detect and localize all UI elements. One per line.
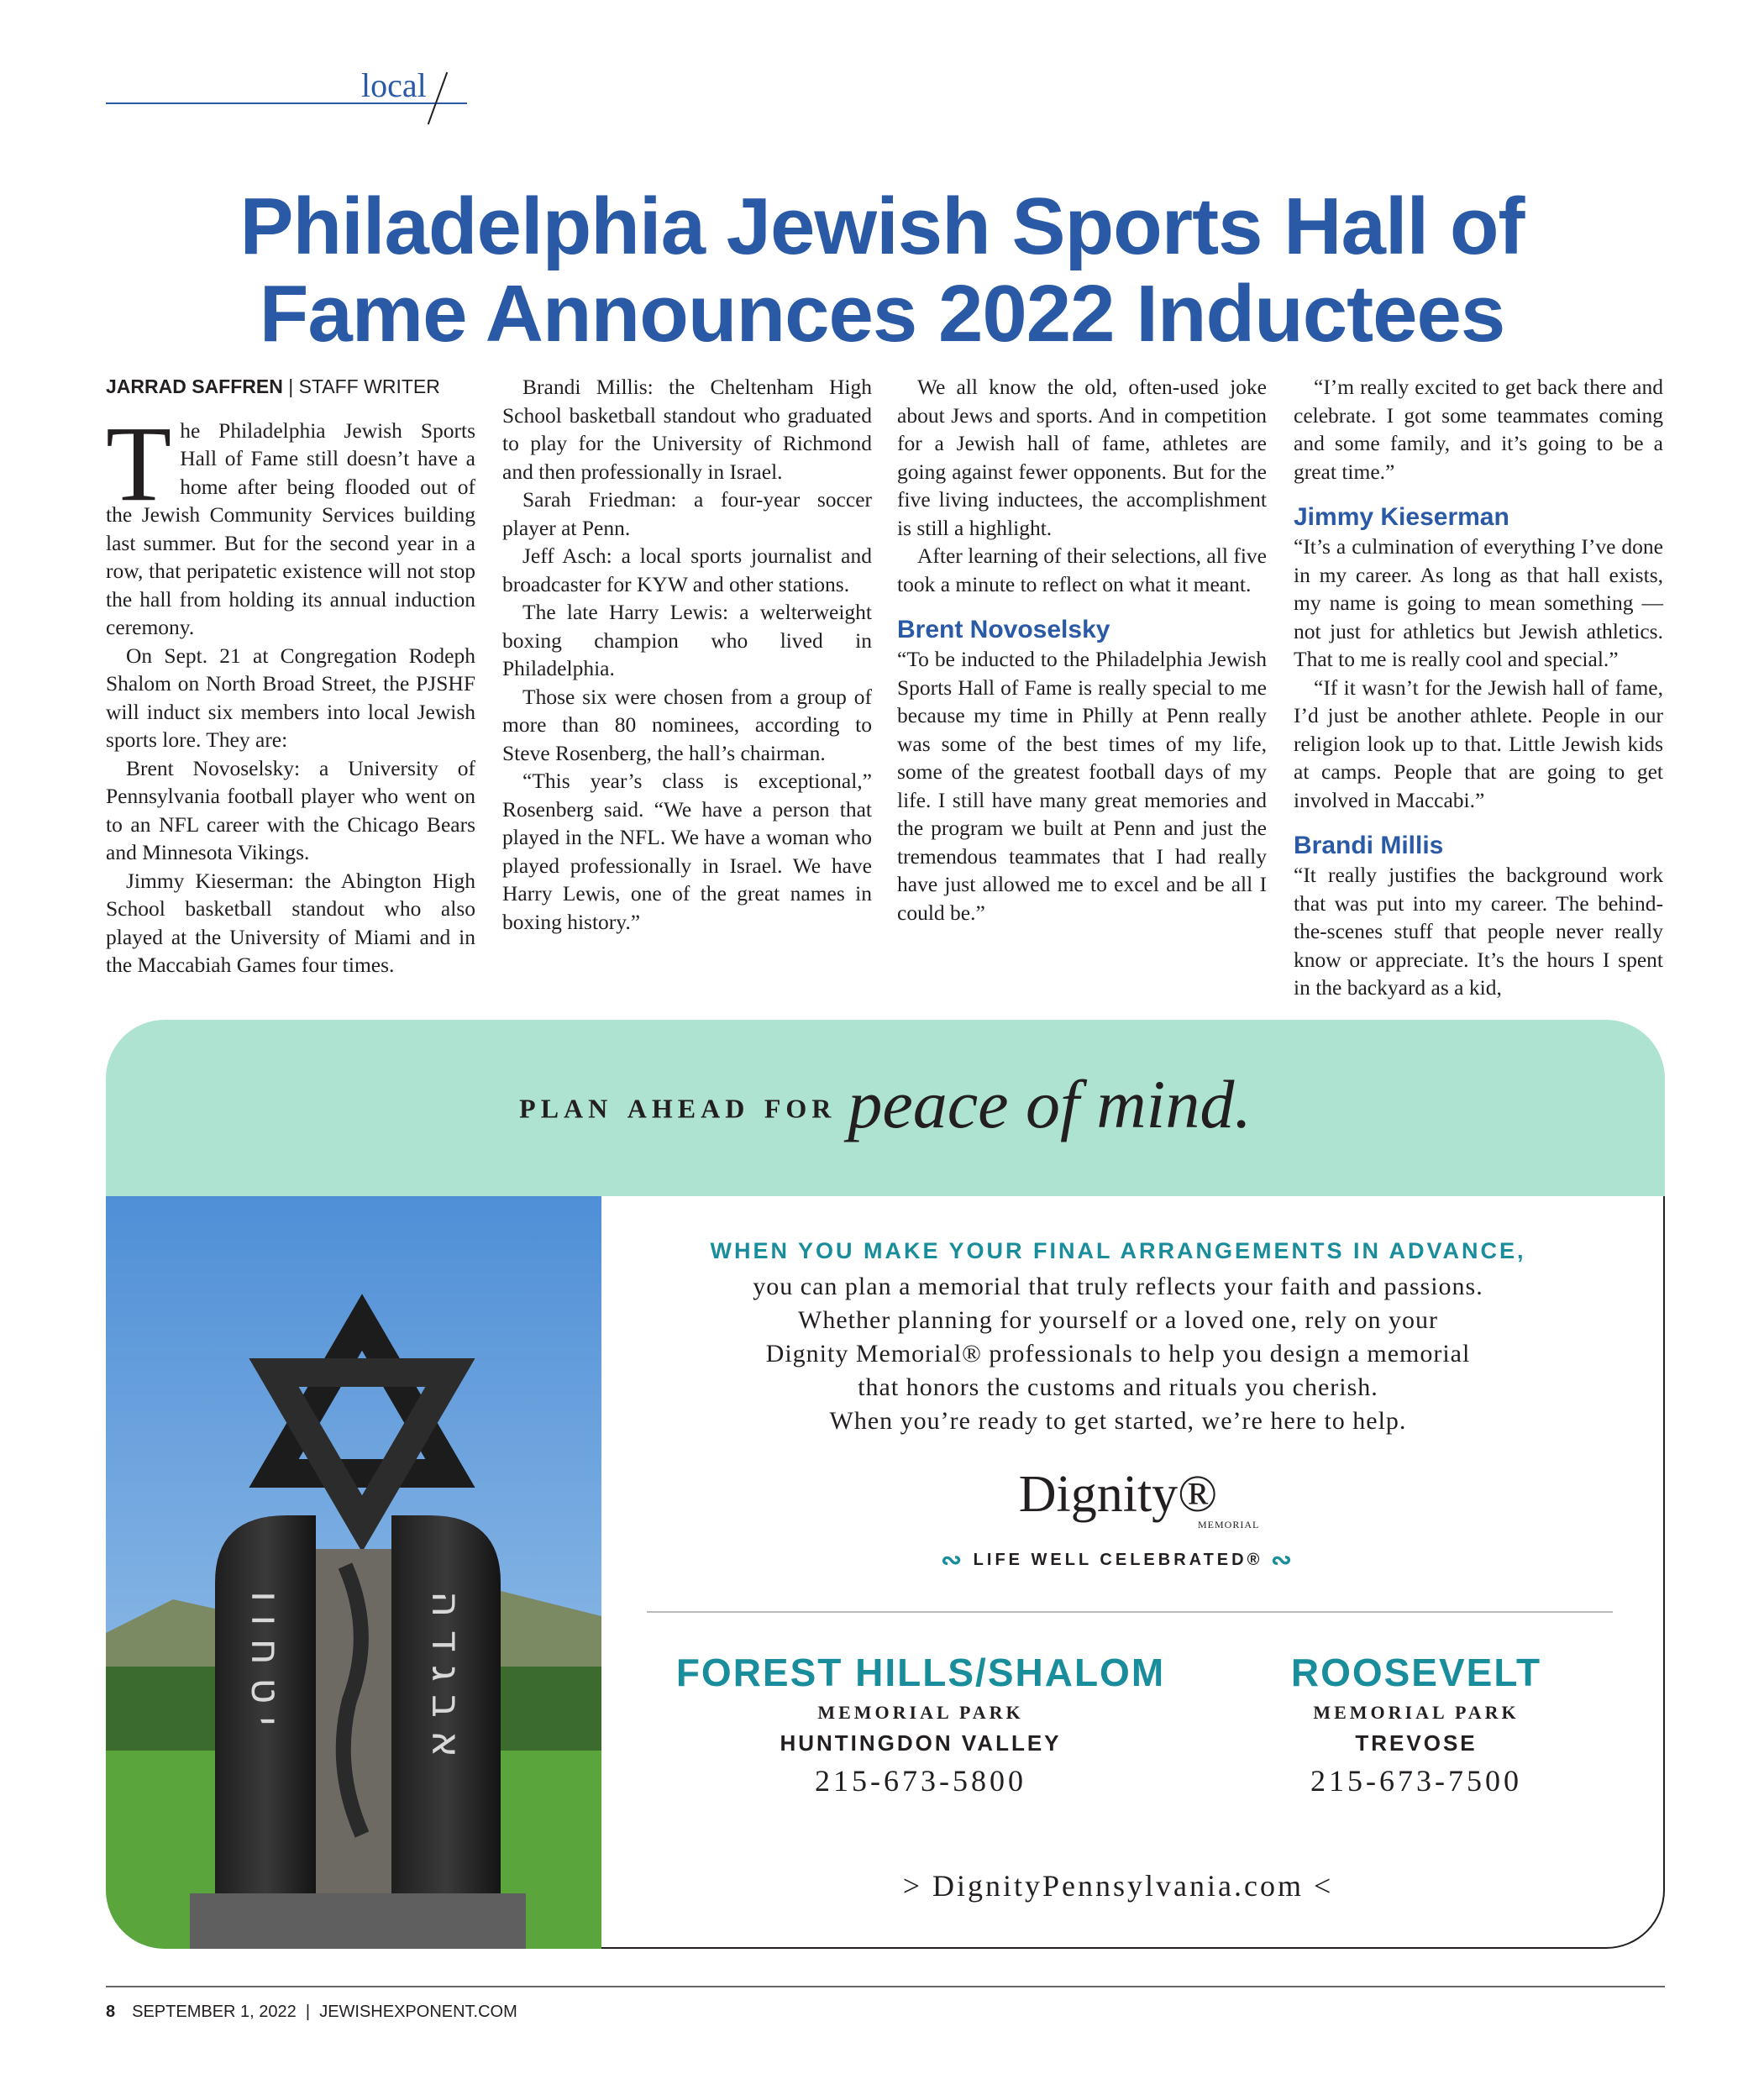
location-name: FOREST HILLS/SHALOM [675,1651,1166,1694]
location-phone: 215-673-7500 [1310,1764,1522,1798]
headline-line-1: Philadelphia Jewish Sports Hall of [239,181,1525,271]
ad-copy-line: that honors the customs and rituals you cherish. [858,1373,1378,1401]
byline-role: STAFF WRITER [298,375,440,397]
article-paragraph: We all know the old, often-used joke about Jews and sports. And in competition for a Jewish hall of fame, athletes are going against fewer opponents. But for the five living inductees, the accomplishment is still a highlight. [897,375,1267,540]
location-phone: 215-673-5800 [815,1764,1026,1798]
location-town: HUNTINGDON VALLEY [780,1730,1062,1756]
ad-headline-script: peace of mind. [848,1066,1252,1142]
article-column-4 [1294,373,1663,1002]
ad-website: > DignityPennsylvania.com < [902,1869,1334,1903]
article-paragraph: “It really justifies the background work that was put into my career. The behind-the-scenes stuff that people never really know or appreciate. It’s the hours I spent in the backyard as a kid, [1294,863,1663,1000]
section-label: local [361,66,427,104]
article-column-1 [106,373,475,979]
location-roosevelt [1240,1650,1593,1798]
ad-body [601,1196,1665,1949]
tagline-text: LIFE WELL CELEBRATED® [973,1550,1263,1569]
subhead-millis: Brandi Millis [1294,832,1444,859]
article-paragraph [106,403,475,642]
article-paragraph: On Sept. 21 at Congregation Rodeph Shalom on North Broad Street, the PJSHF will induct six members into local Jewish sports lore. They are: [106,643,475,752]
location-town: TREVOSE [1355,1730,1478,1756]
page-number: 8 [106,2003,116,2021]
article-paragraph: Brent Novoselsky: a University of Pennsylvania football player who went on to an NFL career with the Chicago Bears and Minnesota Vikings. [106,755,475,864]
ad-divider [647,1611,1613,1613]
ad-headline [106,1065,1665,1144]
article-paragraph: Sarah Friedman: a four-year soccer player at Penn. [502,487,872,540]
inscription-right: א ב ג ד ה [423,1591,470,1758]
article-paragraph: Jimmy Kieserman: the Abington High School basketball standout who also played at the University of Miami and in the Maccabiah Games four times. [106,868,475,977]
page-footer [106,2003,517,2022]
monument-photo [106,1196,601,1949]
advertisement [106,1020,1665,1949]
subhead-novoselsky: Brent Novoselsky [897,616,1110,643]
dignity-logo: Dignity® [1018,1466,1218,1523]
byline-name: JARRAD SAFFREN [106,375,283,397]
dignity-logo-sub: MEMORIAL [1198,1519,1260,1530]
headline-line-2: Fame Announces 2022 Inductees [259,269,1505,359]
ad-copy-line: you can plan a memorial that truly reflects your faith and passions. [753,1273,1483,1300]
location-name: ROOSEVELT [1290,1651,1542,1694]
ad-copy-line: Whether planning for yourself or a loved one, rely on your [798,1306,1438,1334]
article-paragraph: The late Harry Lewis: a welterweight boxing champion who lived in Philadelphia. [502,600,872,680]
byline [106,373,475,402]
section-slash [428,72,448,125]
location-sub: MEMORIAL PARK [817,1702,1024,1723]
paragraph-text: he Philadelphia Jewish Sports Hall of Fame still doesn’t have a home after being flooded out of the Jewish Community Services building last summer. But for the second year in a row, that peripatetic existence will not stop the hall from holding its annual induction ceremony. [106,417,475,639]
article-paragraph: Brandi Millis: the Cheltenham High School basketball standout who graduated to play for the University of Richmond and then professionally in Israel. [502,375,872,484]
footer-rule [106,1986,1665,1987]
subhead-kieserman: Jimmy Kieserman [1294,503,1509,531]
article-paragraph: After learning of their selections, all five took a minute to reflect on what it meant. [897,543,1267,596]
article-column-3 [897,373,1267,927]
article-paragraph: Jeff Asch: a local sports journalist and broadcaster for KYW and other stations. [502,543,872,596]
swirl-right-icon: ∾ [1270,1546,1296,1574]
ad-kicker: WHEN YOU MAKE YOUR FINAL ARRANGEMENTS IN ADVANCE, [710,1238,1526,1263]
ad-copy-line: Dignity Memorial® professionals to help you design a memorial [765,1340,1471,1368]
byline-separator: | [282,375,299,397]
article-paragraph: “It’s a culmination of everything I’ve done in my career. As long as that hall exists, my name is going to mean something — not just for athletics but Jewish athletics. That to me is really cool and special.” [1294,534,1663,671]
location-forest-hills [660,1650,1181,1798]
drop-cap: T [106,403,172,523]
article-paragraph: “I’m really excited to get back there and celebrate. I got some teammates coming and some family, and it’s going to be a great time.” [1294,375,1663,484]
ad-copy-line: When you’re ready to get started, we’re here to help. [829,1407,1407,1435]
ad-copy [601,1270,1635,1438]
article-paragraph: Those six were chosen from a group of more than 80 nominees, according to Steve Rosenberg, the hall’s chairman. [502,684,872,765]
location-sub: MEMORIAL PARK [1313,1702,1520,1723]
article-paragraph: “This year’s class is exceptional,” Rosenberg said. “We have a person that played in the NFL. We have a woman who played professionally in Israel. We have Harry Lewis, one of the great names in boxing history.” [502,769,872,934]
ad-headline-caps: plan ahead for [519,1083,837,1126]
ad-tagline [601,1546,1635,1575]
article-paragraph: “If it wasn’t for the Jewish hall of fame, I’d just be another athlete. People in our religion look up to that. Little Jewish kids at camps. People that are going to get involved in Maccabi.” [1294,675,1663,812]
ad-photo-monument [106,1196,601,1949]
swirl-left-icon: ∾ [940,1546,966,1574]
article-paragraph: “To be inducted to the Philadelphia Jewish Sports Hall of Fame is really special to me because my time in Philly at Penn really was some of the best times of my life, some of the greatest football days of my life. I still have many great memories and the program we built at Penn and just the tremendous teammates that I had really have just allowed me to excel and be all I could be.” [897,647,1267,925]
headline [101,183,1663,358]
article-column-2 [502,373,872,936]
inscription-left: י ט ח ו ו [242,1591,289,1726]
footer-date-site: SEPTEMBER 1, 2022 | JEWISHEXPONENT.COM [132,2003,517,2021]
